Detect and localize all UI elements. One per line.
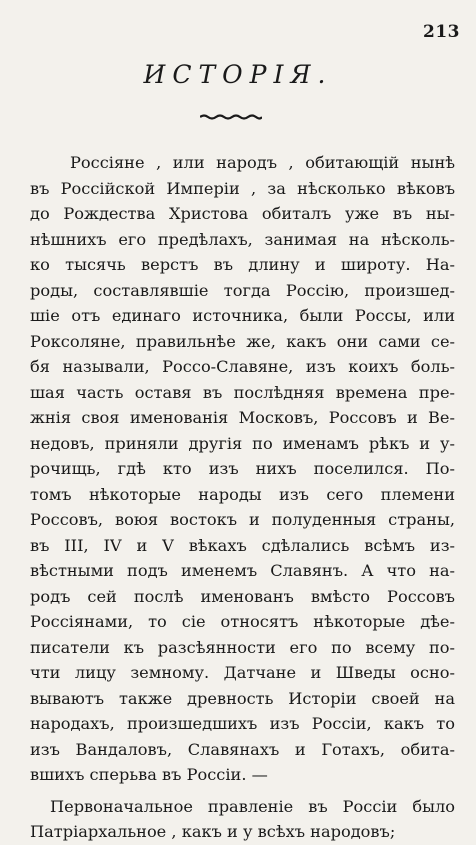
- title-ornament-rule: [200, 113, 262, 121]
- text-line: томъ нѣкоторые народы изъ сего племени: [30, 484, 455, 504]
- text-line: Патріархальное , какъ и у всѣхъ народовъ;: [30, 822, 396, 841]
- body-text: [30, 150, 455, 845]
- text-line: недовъ, приняли другія по именамъ рѣкъ и у-: [30, 433, 455, 453]
- text-line: вываютъ также древность Исторіи своей на: [30, 688, 455, 708]
- text-line: роды, составлявшіе тогда Россію, произшед-: [30, 280, 455, 300]
- text-line: жнія своя именованія Московъ, Россовъ и Ве-: [30, 408, 455, 427]
- text-line: Россовъ, воюя востокъ и полуденныя страны,: [30, 510, 455, 529]
- text-line: шіе отъ единаго источника, были Россы, или: [30, 306, 455, 325]
- text-line: изъ Вандаловъ, Славянахъ и Готахъ, обита-: [30, 739, 455, 759]
- text-line: вшихъ сперьва въ Россіи. —: [30, 765, 268, 784]
- text-line: Роксоляне, правильнѣе же, какъ они сами се-: [30, 331, 455, 351]
- text-line: Россіянами, то сіе относятъ нѣкоторые дѣе-: [30, 612, 455, 631]
- text-line: въ III, IV и V вѣкахъ сдѣлались всѣмъ из-: [30, 535, 455, 555]
- text-line: Первоначальное правленіе въ Россіи было: [50, 796, 455, 816]
- paragraph-2: [30, 794, 455, 845]
- text-line: народахъ, произшедшихъ изъ Россіи, какъ то: [30, 714, 455, 733]
- text-line: шая часть оставя въ послѣдняя времена пре-: [30, 382, 455, 402]
- text-line: писатели къ разсѣянности его по всему по-: [30, 637, 455, 657]
- text-line: чти лицу земному. Датчане и Шведы осно-: [30, 663, 455, 682]
- text-line: Россіяне , или народъ , обитающій нынѣ: [70, 153, 455, 172]
- text-line: нѣшнихъ его предѣлахъ, занимая на нѣсколь-: [30, 229, 455, 249]
- page-number: 213: [423, 22, 460, 42]
- text-line: бя называли, Россо-Славяне, изъ коихъ боль-: [30, 357, 455, 376]
- text-line: въ Россійской Имперіи , за нѣсколько вѣковъ: [30, 178, 455, 198]
- text-line: ко тысячь верстъ въ длину и широту. На-: [30, 255, 455, 274]
- text-line: до Рождества Христова обиталъ уже въ ны-: [30, 204, 455, 223]
- chapter-title: ИСТОРІЯ.: [143, 60, 333, 89]
- paragraph-1: [30, 150, 455, 788]
- text-line: рочищь, гдѣ кто изъ нихъ поселился. По-: [30, 459, 455, 478]
- text-line: вѣстными подъ именемъ Славянъ. А что на-: [30, 561, 455, 580]
- text-line: родъ сей послѣ именованъ вмѣсто Россовъ: [30, 586, 455, 606]
